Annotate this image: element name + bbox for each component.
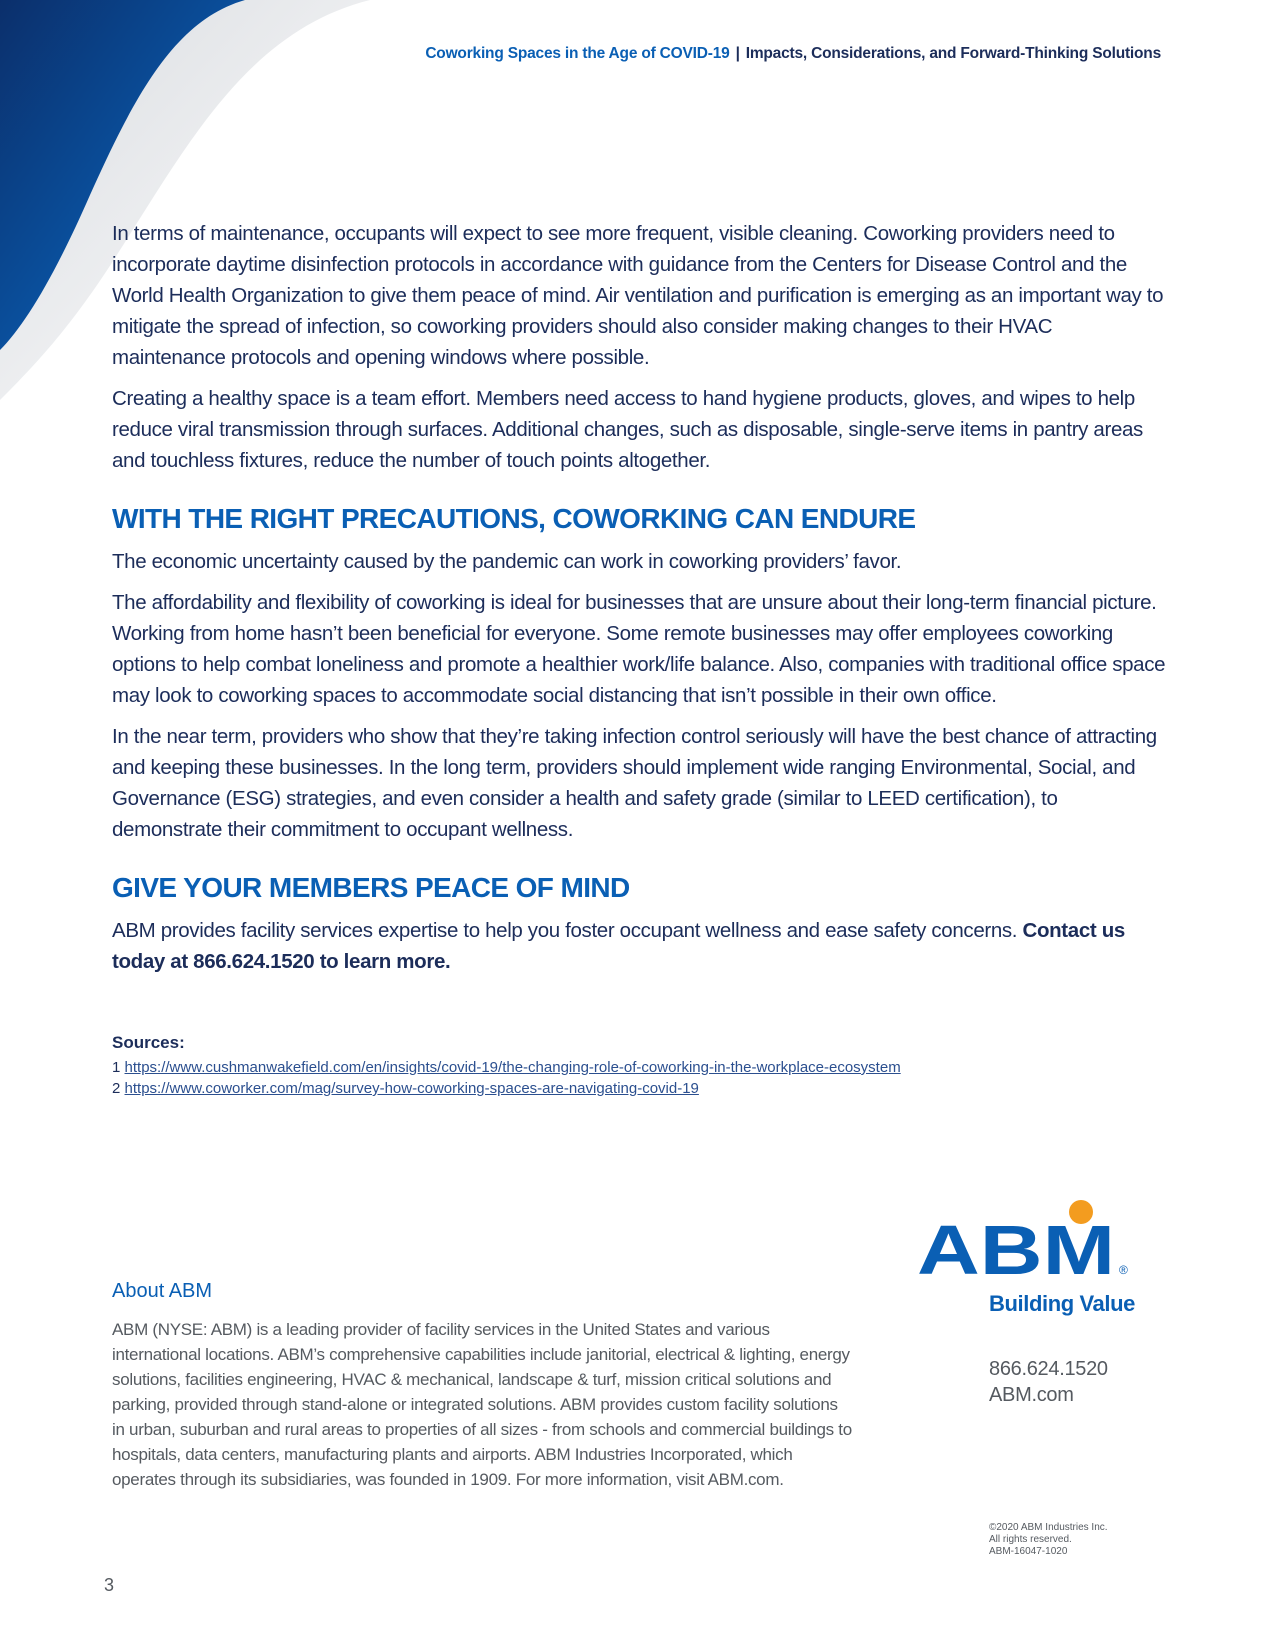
paragraph-affordability: The affordability and flexibility of coworking is ideal for businesses that are unsure about their long-term financial picture. Working from home hasn’t been beneficial for everyone. Some remote businesses may offer employees coworking options to help combat loneliness and promote a healthier work/life balance. Also, companies with traditional office space may look to coworking spaces to accommodate social distancing that isn’t possible in their own office. xyxy=(112,591,1166,707)
legal-notice xyxy=(989,1522,1108,1558)
section-heading-precautions: WITH THE RIGHT PRECAUTIONS, COWORKING CAN ENDURE xyxy=(112,503,916,534)
header-separator: | xyxy=(735,45,740,62)
cta-text: ABM provides facility services expertise to help you foster occupant wellness and ease safety concerns. xyxy=(112,919,1018,942)
header-title: Coworking Spaces in the Age of COVID-19 xyxy=(425,45,730,62)
phone-number: 866.624.1520 xyxy=(989,1358,1108,1380)
paragraph-call-to-action xyxy=(112,915,1170,977)
source-item xyxy=(112,1078,1112,1099)
main-content xyxy=(112,218,1170,987)
contact-block xyxy=(989,1356,1108,1408)
header-subtitle: Impacts, Considerations, and Forward-Thinking Solutions xyxy=(745,45,1161,62)
about-body: ABM (NYSE: ABM) is a leading provider of facility services in the United States and various international locations. ABM’s comprehensive capabilities include janitorial, electrical & lighting, energy solutions, facilities engineering, HVAC & mechanical, landscape & turf, mission critical solutions and parking, provided through stand-alone or integrated solutions. ABM provides custom facility solutions in urban, suburban and rural areas to properties of all sizes - from schools and commercial buildings to hospitals, data centers, manufacturing plants and airports. ABM Industries Incorporated, which operates through its subsidiaries, was founded in 1909. For more information, visit ABM.com. xyxy=(112,1320,852,1489)
contact-cta: Contact us today at 866.624.1520 to learn more. xyxy=(112,919,1125,973)
sources-title: Sources: xyxy=(112,1033,185,1052)
running-header xyxy=(425,45,1161,63)
sources-list xyxy=(112,1033,1112,1099)
paragraph-maintenance: In terms of maintenance, occupants will expect to see more frequent, visible cleaning. Coworking providers need to incorporate daytime disinfection protocols in accordance with guidance from the Centers for Disease Control and the World Health Organization to give them peace of mind. Air ventilation and purification is emerging as an important way to mitigate the spread of infection, so coworking providers should also consider making changes to their HVAC maintenance protocols and opening windows where possible. xyxy=(112,222,1164,369)
source-number: 1 xyxy=(112,1059,121,1076)
source-number: 2 xyxy=(112,1080,121,1097)
copyright-text: ©2020 ABM Industries Inc. xyxy=(989,1522,1108,1533)
about-title: About ABM xyxy=(112,1280,213,1302)
about-section xyxy=(112,1280,852,1492)
paragraph-economic-uncertainty: The economic uncertainty caused by the pandemic can work in coworking providers’ favor. xyxy=(112,550,902,573)
section-heading-peace-of-mind: GIVE YOUR MEMBERS PEACE OF MIND xyxy=(112,872,630,903)
page-number: 3 xyxy=(104,1575,115,1595)
brand-tagline: Building Value xyxy=(989,1291,1135,1316)
source-link-cushman[interactable]: https://www.cushmanwakefield.com/en/insights/covid-19/the-changing-role-of-coworking-in-the-workplace-ecosystem xyxy=(124,1059,901,1076)
paragraph-near-term: In the near term, providers who show that they’re taking infection control seriously will have the best chance of attracting and keeping these businesses. In the long term, providers should implement wide ranging Environmental, Social, and Governance (ESG) strategies, and even consider a health and safety grade (similar to LEED certification), to demonstrate their commitment to occupant wellness. xyxy=(112,725,1157,841)
logo-registered-mark: ® xyxy=(1119,1263,1128,1277)
website-link[interactable]: ABM.com xyxy=(989,1384,1074,1406)
rights-text: All rights reserved. xyxy=(989,1534,1072,1545)
logo-wordmark: ABM xyxy=(917,1211,1115,1289)
paragraph-healthy-space: Creating a healthy space is a team effort. Members need access to hand hygiene products, gloves, and wipes to help reduce viral transmission through surfaces. Additional changes, such as disposable, single-serve items in pantry areas and touchless fixtures, reduce the number of touch points altogether. xyxy=(112,387,1143,472)
document-id: ABM-16047-1020 xyxy=(989,1546,1068,1557)
source-item xyxy=(112,1057,1112,1078)
source-link-coworker[interactable]: https://www.coworker.com/mag/survey-how-coworking-spaces-are-navigating-covid-19 xyxy=(124,1080,699,1097)
